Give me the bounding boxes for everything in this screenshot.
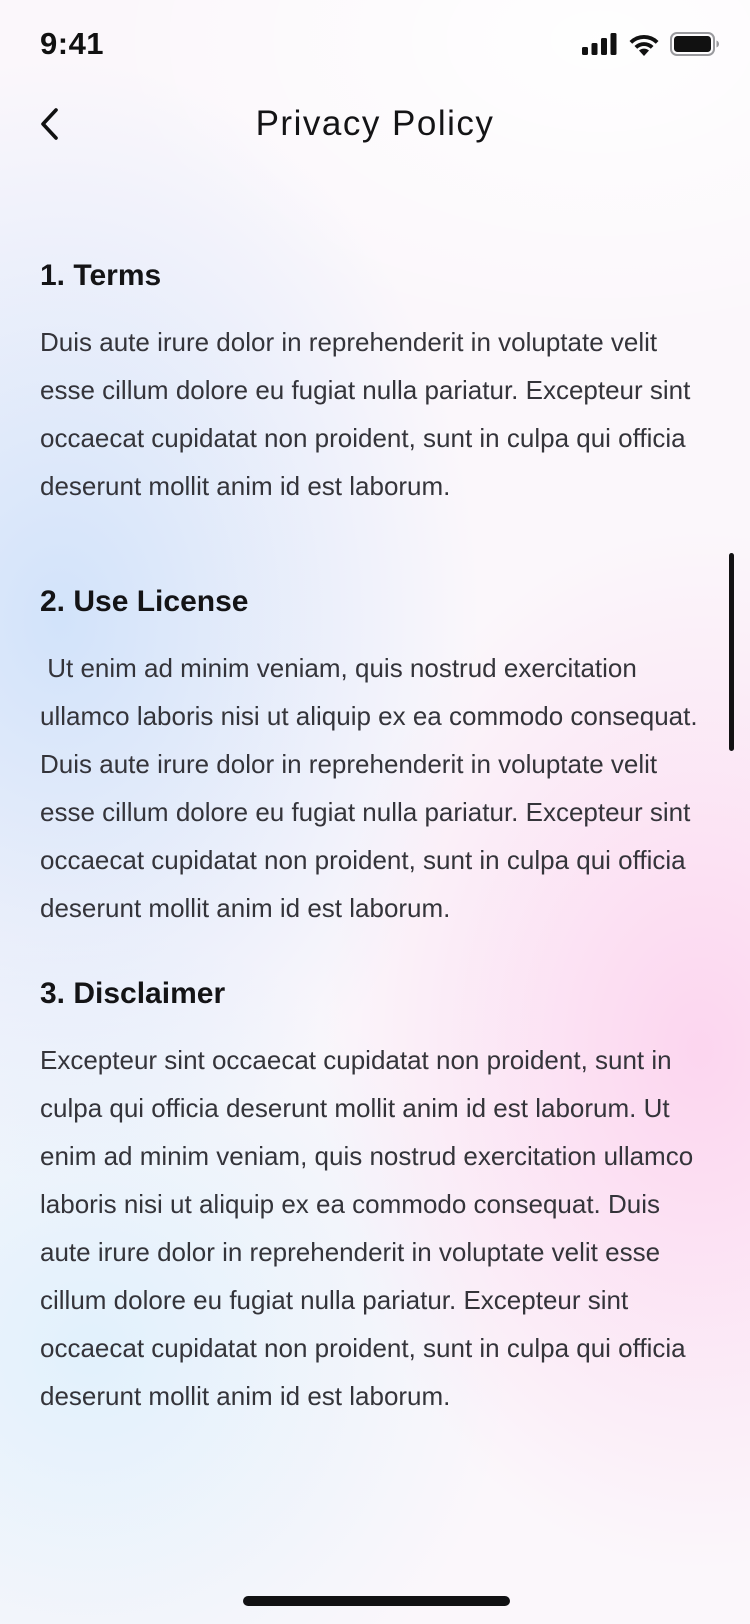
section-use-license (40, 580, 710, 932)
home-indicator[interactable] (243, 1596, 510, 1606)
status-time: 9:41 (40, 26, 105, 61)
section-body: Duis aute irure dolor in reprehenderit in voluptate velit esse cillum dolore eu fugiat nulla pariatur. Excepteur sint occaecat cupidatat non proident, sunt in culpa qui officia deserunt mollit anim id est laborum. (40, 327, 691, 501)
navigation-bar (0, 92, 750, 166)
scroll-indicator[interactable] (729, 553, 734, 751)
section-body: Ut enim ad minim veniam, quis nostrud exercitation ullamco laboris nisi ut aliquip ex ea commodo consequat. Duis aute irure dolor in reprehenderit in voluptate velit esse cillum dolore eu fugiat nulla pariatur. Excepteur sint occaecat cupidatat non proident, sunt in culpa qui officia deserunt mollit anim id est laborum. (40, 653, 705, 923)
section-disclaimer (40, 972, 710, 1420)
section-title: 1. Terms (40, 259, 162, 292)
policy-content (40, 254, 710, 1420)
section-title: 3. Disclaimer (40, 977, 226, 1010)
cellular-signal-icon (582, 33, 618, 55)
section-terms (40, 254, 710, 510)
page-title: Privacy Policy (255, 104, 495, 143)
status-icons (582, 32, 720, 56)
section-title: 2. Use License (40, 585, 249, 618)
status-bar (0, 0, 750, 90)
section-body: Excepteur sint occaecat cupidatat non proident, sunt in culpa qui officia deserunt mollit anim id est laborum. Ut enim ad minim veniam, quis nostrud exercitation ullamco laboris nisi ut aliquip ex ea commodo consequat. Duis aute irure dolor in reprehenderit in voluptate velit esse cillum dolore eu fugiat nulla pariatur. Excepteur sint occaecat cupidatat non proident, sunt in culpa qui officia deserunt mollit anim id est laborum. (40, 1045, 694, 1411)
wifi-icon (628, 33, 660, 56)
battery-icon (670, 32, 720, 56)
